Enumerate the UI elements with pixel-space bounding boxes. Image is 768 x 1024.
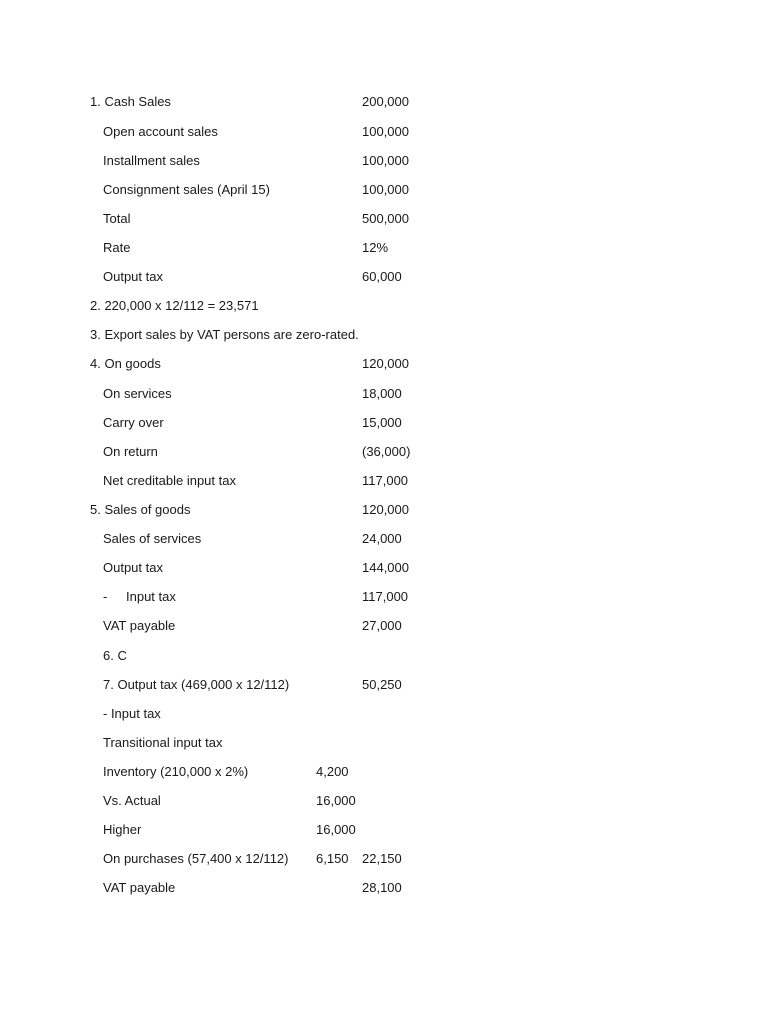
line-subamount: 4,200 xyxy=(316,764,349,779)
line-amount: 22,150 xyxy=(362,851,402,866)
line-amount: (36,000) xyxy=(362,444,411,459)
line-label: 3. Export sales by VAT persons are zero-rated. xyxy=(90,327,359,342)
line-label: Inventory (210,000 x 2%) xyxy=(103,764,249,779)
document-line xyxy=(0,413,768,433)
line-label: On services xyxy=(103,386,172,401)
line-amount: 12% xyxy=(362,240,389,255)
line-label: 7. Output tax (469,000 x 12/112) xyxy=(103,677,290,692)
line-label: On purchases (57,400 x 12/112) xyxy=(103,851,289,866)
document-line xyxy=(0,762,768,782)
document-line xyxy=(0,675,768,695)
document-line xyxy=(0,733,768,753)
line-amount: 100,000 xyxy=(362,124,409,139)
line-amount: 24,000 xyxy=(362,531,402,546)
line-subamount: 16,000 xyxy=(316,793,356,808)
line-label: 4. On goods xyxy=(90,356,161,371)
line-label: Installment sales xyxy=(103,153,200,168)
document-line xyxy=(0,500,768,520)
line-amount: 15,000 xyxy=(362,415,402,430)
line-amount: 60,000 xyxy=(362,269,402,284)
document-line xyxy=(0,238,768,258)
line-amount: 117,000 xyxy=(362,473,409,488)
line-label: Carry over xyxy=(103,415,164,430)
document-line xyxy=(0,878,768,898)
document-line xyxy=(0,151,768,171)
line-label: - Input tax xyxy=(103,706,161,721)
line-label: Rate xyxy=(103,240,131,255)
document-line xyxy=(0,820,768,840)
line-amount: 117,000 xyxy=(362,589,409,604)
line-amount: 50,250 xyxy=(362,677,402,692)
line-amount: 100,000 xyxy=(362,153,409,168)
line-label: Higher xyxy=(103,822,142,837)
document-line xyxy=(0,384,768,404)
line-amount: 500,000 xyxy=(362,211,409,226)
line-label: 2. 220,000 x 12/112 = 23,571 xyxy=(90,298,259,313)
line-dash: - xyxy=(103,589,108,604)
line-amount: 100,000 xyxy=(362,182,409,197)
line-subamount: 6,150 xyxy=(316,851,349,866)
document-line xyxy=(0,325,768,345)
line-label: VAT payable xyxy=(103,618,176,633)
line-label: Open account sales xyxy=(103,124,218,139)
line-label: 5. Sales of goods xyxy=(90,502,191,517)
line-label: On return xyxy=(103,444,158,459)
line-label: Output tax xyxy=(103,560,163,575)
document-line xyxy=(0,354,768,374)
line-label: Transitional input tax xyxy=(103,735,223,750)
document-line xyxy=(0,122,768,142)
line-label: Output tax xyxy=(103,269,163,284)
line-amount: 27,000 xyxy=(362,618,402,633)
document-line xyxy=(0,471,768,491)
line-amount: 120,000 xyxy=(362,356,409,371)
line-amount: 200,000 xyxy=(362,94,409,109)
document-line xyxy=(0,209,768,229)
line-amount: 144,000 xyxy=(362,560,409,575)
document-line xyxy=(0,616,768,636)
document-line xyxy=(0,92,768,112)
document-line xyxy=(0,646,768,666)
line-amount: 120,000 xyxy=(362,502,409,517)
line-label: 6. C xyxy=(103,648,127,663)
line-subamount: 16,000 xyxy=(316,822,356,837)
document-line xyxy=(0,442,768,462)
line-label: Input tax xyxy=(126,589,176,604)
line-amount: 28,100 xyxy=(362,880,402,895)
document-line xyxy=(0,587,768,607)
document-line xyxy=(0,558,768,578)
document-line xyxy=(0,267,768,287)
document-line xyxy=(0,791,768,811)
document-line xyxy=(0,180,768,200)
line-label: Consignment sales (April 15) xyxy=(103,182,270,197)
line-label: Sales of services xyxy=(103,531,202,546)
document-line xyxy=(0,529,768,549)
line-label: 1. Cash Sales xyxy=(90,94,171,109)
line-label: Total xyxy=(103,211,131,226)
line-amount: 18,000 xyxy=(362,386,402,401)
line-label: Net creditable input tax xyxy=(103,473,236,488)
line-label: Vs. Actual xyxy=(103,793,161,808)
document-line xyxy=(0,704,768,724)
document-line xyxy=(0,296,768,316)
line-label: VAT payable xyxy=(103,880,176,895)
document-line xyxy=(0,849,768,869)
